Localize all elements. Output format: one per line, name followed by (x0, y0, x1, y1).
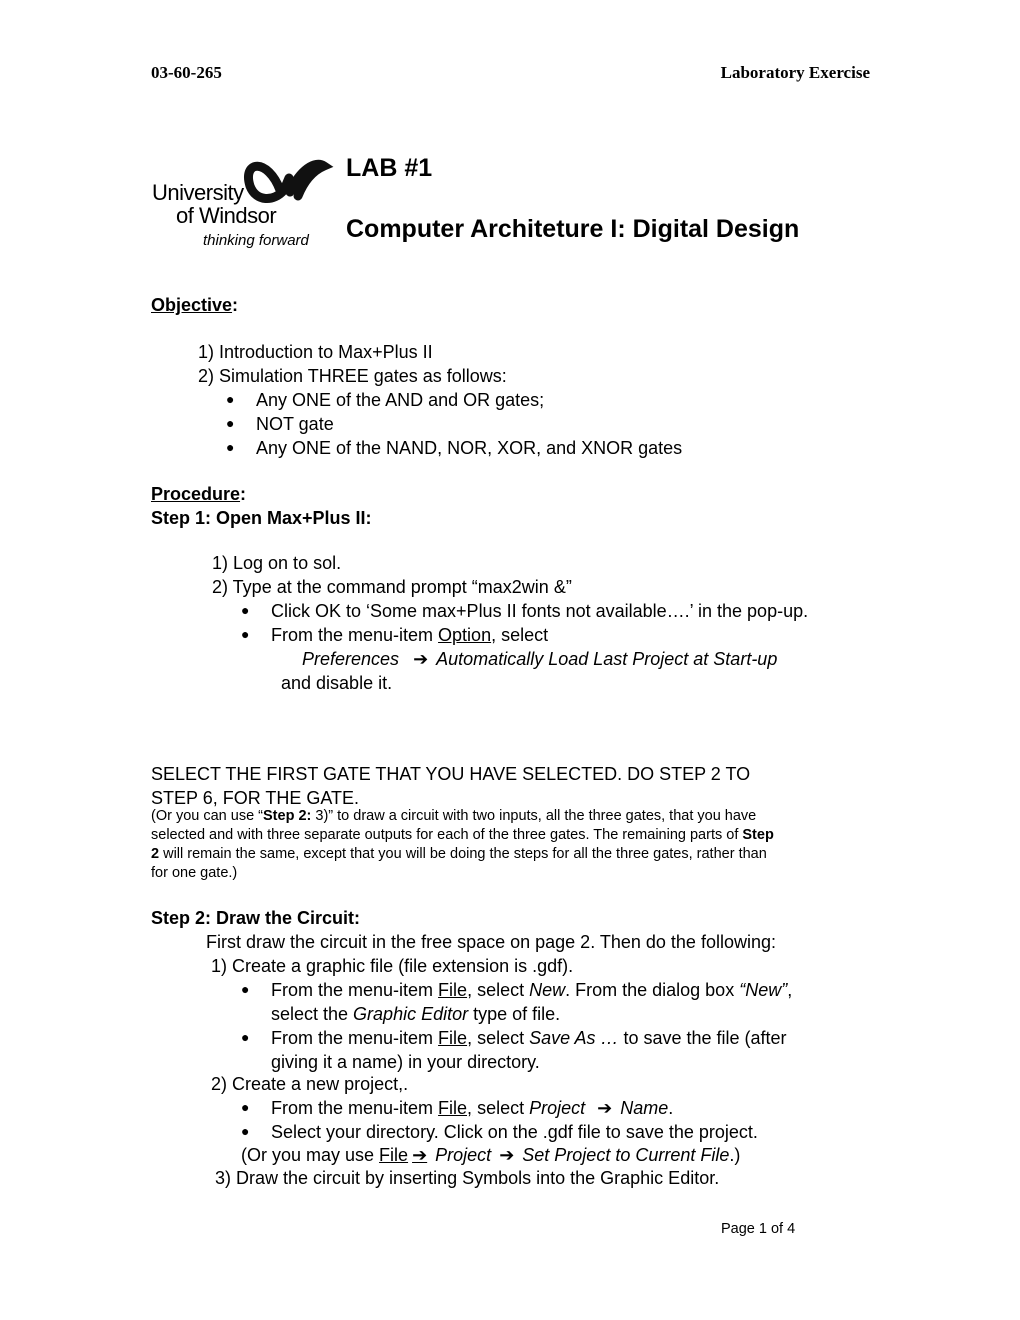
bullet-icon: ● (226, 439, 235, 455)
bullet-icon: ● (241, 981, 250, 997)
step2-item-2: 2) Create a new project,. (211, 1074, 409, 1094)
note-p1c: 3)” to draw a circuit with two inputs, all the three gates, that you have (311, 808, 757, 824)
b1-dialog: “New” (739, 980, 788, 1000)
arrow-right-icon: ➔ (597, 1098, 613, 1118)
objective-bullet-3: Any ONE of the NAND, NOR, XOR, and XNOR gates (256, 438, 683, 458)
pref-a: Preferences (302, 649, 400, 669)
b1-l2-post: type of file. (468, 1004, 561, 1024)
b1-l2-it: Graphic Editor (353, 1004, 469, 1024)
step1-item-1: 1) Log on to sol. (212, 553, 342, 573)
note-p3a: 2 (151, 846, 160, 862)
b3-mid: select (472, 1098, 530, 1118)
select-note-para-3 (151, 845, 767, 864)
bullet-icon: ● (241, 1029, 250, 1045)
b2-mid: , select (467, 1028, 530, 1048)
objective-bullet-2: NOT gate (256, 414, 334, 434)
step1-b2-post: , select (491, 625, 549, 645)
b1-new: New (529, 980, 566, 1000)
b3-dot: . (668, 1098, 674, 1118)
bullet-icon: ● (241, 1099, 250, 1115)
menu-file-link: File, (438, 1098, 473, 1118)
b2-it: Save As … (529, 1028, 619, 1048)
arrow-right-icon: ➔ (499, 1145, 515, 1165)
step2-bullet-4: Select your directory. Click on the .gdf file to save the project. (271, 1122, 758, 1142)
objective-colon: : (232, 295, 239, 315)
step1-heading: Step 1: Open Max+Plus II: (151, 508, 372, 528)
procedure-colon: : (240, 484, 247, 504)
logo-line-windsor: of Windsor (176, 203, 277, 228)
select-note-para-4: for one gate.) (151, 865, 238, 881)
step1-item-2: 2) Type at the command prompt “max2win &” (212, 577, 572, 597)
page-number: Page 1 of 4 (721, 1221, 796, 1237)
bullet-icon: ● (226, 391, 235, 407)
b3-name: Name (620, 1098, 669, 1118)
menu-option-link: Option (438, 625, 492, 645)
select-note-para-1 (151, 807, 756, 826)
menu-file-link: File (438, 1028, 468, 1048)
step2-bullet-1 (271, 978, 792, 1002)
step1-b2-pre: From the menu-item (271, 625, 439, 645)
step1-bullet-1: Click OK to ‘Some max+Plus II fonts not available….’ in the pop-up. (271, 601, 809, 621)
procedure-heading-text: Procedure (151, 484, 241, 504)
step2-item-1: 1) Create a graphic file (file extension is .gdf). (211, 956, 574, 976)
header-doc-type: Laboratory Exercise (720, 63, 870, 82)
university-logo (150, 150, 335, 255)
step2-item-3: 3) Draw the circuit by inserting Symbols into the Graphic Editor. (215, 1168, 720, 1188)
b1-mid: , select (467, 980, 530, 1000)
step1-bullet-2 (271, 623, 548, 647)
note-p1b: Step 2: (263, 808, 312, 824)
menu-file-link: File (379, 1145, 409, 1165)
bullet-icon: ● (241, 626, 250, 642)
objective-item-2: 2) Simulation THREE gates as follows: (198, 366, 507, 386)
objective-bullet-1: Any ONE of the AND and OR gates; (256, 390, 545, 410)
step1-disable: and disable it. (281, 673, 393, 693)
b1-post: . From the dialog box (565, 980, 740, 1000)
arrow-right-icon: ➔ (413, 649, 429, 669)
alt-project: Project (435, 1145, 492, 1165)
note-p3b: will remain the same, except that you will be doing the steps for all the three gates, rather than (159, 846, 767, 862)
procedure-heading (151, 484, 246, 505)
step2-alternative (241, 1143, 740, 1167)
bullet-icon: ● (226, 415, 235, 431)
step2-bullet-2 (271, 1026, 787, 1050)
b2-post: to save the file (after (618, 1028, 787, 1048)
select-note-line-2: STEP 6, FOR THE GATE. (151, 788, 360, 808)
alt-set: Set Project to Current File (522, 1145, 730, 1165)
logo-line-university: University (152, 180, 244, 205)
course-title: Computer Architeture I: Digital Design (346, 215, 800, 243)
b3-pre: From the menu-item (271, 1098, 439, 1118)
select-note-line-1: SELECT THE FIRST GATE THAT YOU HAVE SELECTED. DO STEP 2 TO (151, 764, 751, 784)
objective-item-1: 1) Introduction to Max+Plus II (198, 342, 433, 362)
step2-bullet-3 (271, 1096, 673, 1120)
arrow-right-icon: ➔ (412, 1145, 428, 1165)
logo-tagline: thinking forward (203, 232, 309, 249)
menu-file-link: File (438, 980, 468, 1000)
note-p2a: selected and with three separate outputs for each of the three gates. The remaining parts of (151, 827, 743, 843)
note-p2b: Step (742, 827, 774, 843)
note-p1a: (Or you can use “ (151, 808, 264, 824)
lab-title: LAB #1 (346, 154, 433, 182)
step2-heading: Step 2: Draw the Circuit: (151, 908, 361, 928)
objective-heading-text: Objective (151, 295, 233, 315)
alt-post: .) (729, 1145, 741, 1165)
step2-bullet-2-line-2: giving it a name) in your directory. (271, 1052, 540, 1072)
alt-pre: (Or you may use (241, 1145, 380, 1165)
objective-heading (151, 295, 238, 316)
b3-project: Project (529, 1098, 586, 1118)
b1-pre: From the menu-item (271, 980, 439, 1000)
bullet-icon: ● (241, 1123, 250, 1139)
header-course-code: 03-60-265 (151, 63, 222, 82)
select-note-para-2 (151, 826, 774, 845)
b1-comma: , (787, 980, 793, 1000)
step2-intro: First draw the circuit in the free space on page 2. Then do the following: (206, 932, 776, 952)
bullet-icon: ● (241, 602, 250, 618)
pref-b: Automatically Load Last Project at Start-up (436, 649, 778, 669)
preferences-path (302, 647, 777, 671)
b1-l2-pre: select the (271, 1004, 354, 1024)
step2-bullet-1-line-2 (271, 1002, 560, 1026)
b2-pre: From the menu-item (271, 1028, 439, 1048)
